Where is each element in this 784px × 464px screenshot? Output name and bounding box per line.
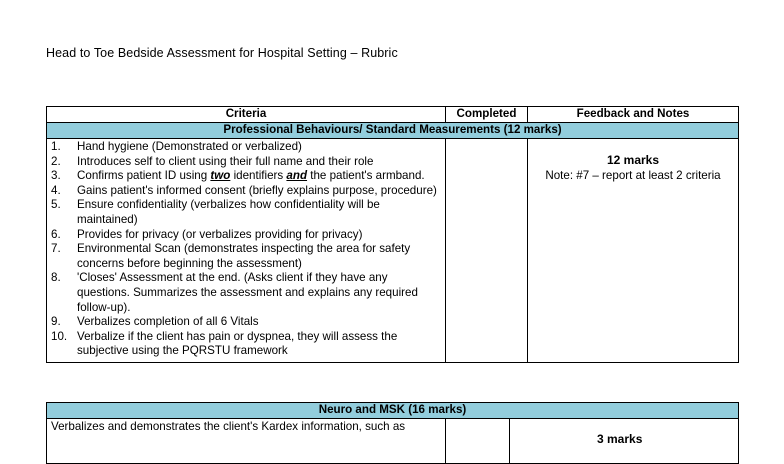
neuro-marks-label: 3 marks (597, 432, 643, 446)
list-item: 4. Gains patient's informed consent (briefly explains purpose, procedure) (51, 183, 437, 197)
completed-header: Completed (446, 107, 528, 123)
section-row (47, 403, 739, 419)
marks-label: 12 marks (606, 153, 660, 167)
list-item: 2. Introduces self to client using their full name and their role (51, 154, 374, 168)
criteria-header: Criteria (47, 107, 446, 123)
criteria-row (47, 139, 739, 363)
list-item: 3. Confirms patient ID using two identifiers and the patient's armband. (51, 169, 425, 183)
list-item: 9. Verbalizes completion of all 6 Vitals (51, 315, 259, 329)
emphasis-two: two (210, 169, 231, 183)
document-title: Head to Toe Bedside Assessment for Hospital Setting – Rubric (46, 46, 398, 60)
feedback-cell (528, 139, 739, 363)
list-item: 6. Provides for privacy (or verbalizes providing for privacy) (51, 227, 363, 241)
feedback-note: Note: #7 – report at least 2 criteria (545, 169, 721, 182)
header-row (47, 107, 739, 123)
completed-cell[interactable] (446, 139, 528, 363)
list-item: 10. Verbalize if the client has pain or dyspnea, they will assess the subjective using the PQRSTU framework (51, 329, 398, 358)
emphasis-and: and (286, 169, 308, 183)
section-row (47, 123, 739, 139)
neuro-criteria-cell: Verbalizes and demonstrates the client's Kardex information, such as (47, 419, 446, 464)
section-title-neuro: Neuro and MSK (16 marks) (47, 403, 739, 419)
completed-cell[interactable] (446, 419, 510, 464)
criteria-cell (47, 139, 446, 363)
list-item: 8. 'Closes' Assessment at the end. (Asks client if they have any questions. Summarizes the assessment and explains any required follow-up). (51, 271, 418, 314)
criteria-list (51, 140, 441, 359)
section-title-professional: Professional Behaviours/ Standard Measurements (12 marks) (47, 123, 739, 139)
list-item: 5. Ensure confidentiality (verbalizes how confidentiality will be maintained) (51, 198, 380, 226)
rubric-table (46, 106, 739, 363)
list-item: 1. Hand hygiene (Demonstrated or verbalized) (51, 140, 302, 153)
feedback-header: Feedback and Notes (528, 107, 739, 123)
list-item: 7. Environmental Scan (demonstrates inspecting the area for safety concerns before beginning the assessment) (51, 242, 411, 270)
